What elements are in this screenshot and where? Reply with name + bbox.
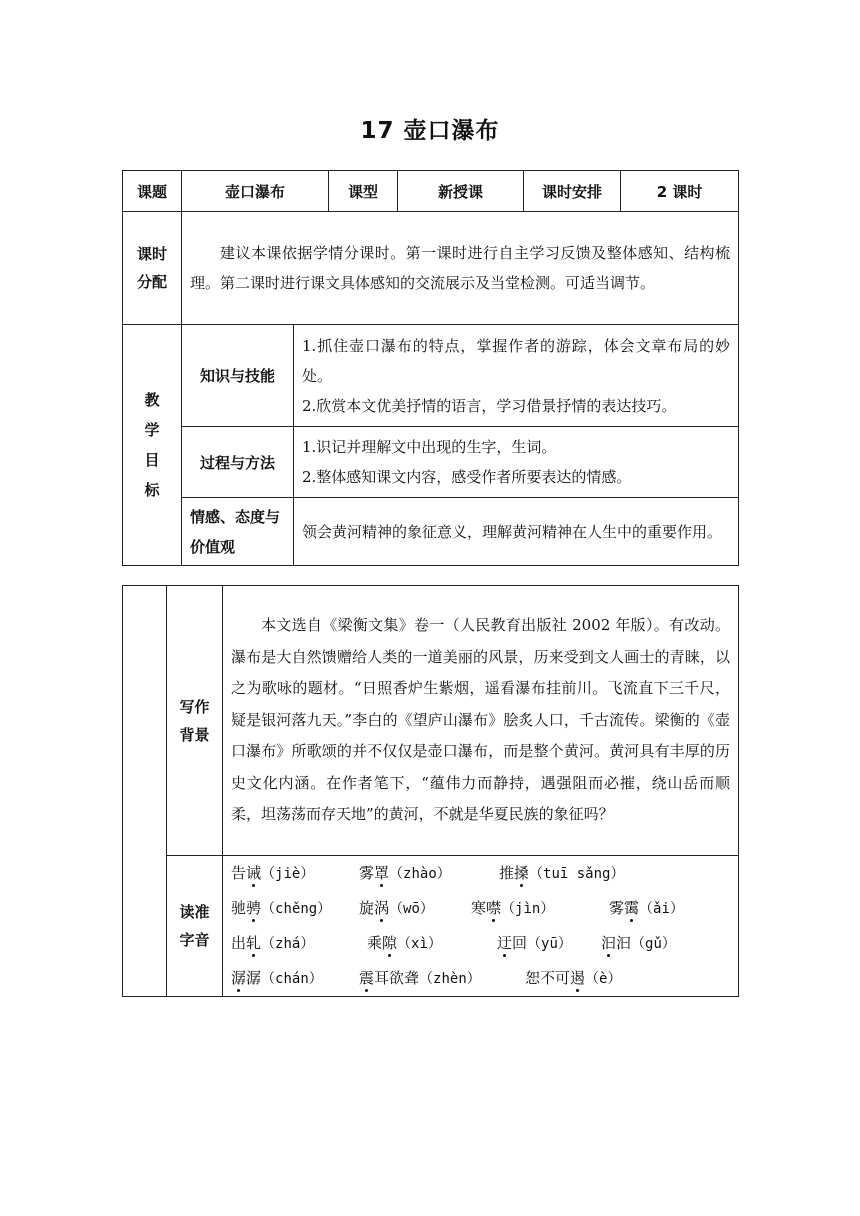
schedule-label-cell: [524, 171, 739, 212]
pronunciation-word: 乘隙（xì）: [367, 934, 442, 952]
topic-value: 壶口瀑布: [182, 171, 329, 212]
topic-label: 课题: [123, 171, 182, 212]
pronunciation-label: [167, 856, 223, 997]
allocation-label-line1: 课时: [136, 245, 167, 263]
pronunciation-label-line2: 字音: [179, 931, 210, 949]
emphasis-char: 遏: [570, 969, 586, 987]
pronunciation-word: 驰骋（chěng）: [231, 899, 332, 917]
emphasis-char: 罩: [374, 864, 390, 882]
knowledge-item: 2.欣赏本文优美抒情的语言，学习借景抒情的表达技巧。: [302, 396, 677, 415]
knowledge-text: [294, 325, 739, 427]
goals-label: [123, 325, 182, 566]
pronunciation-word: 汩汩（gǔ）: [601, 934, 676, 952]
page-title: 17 壶口瀑布: [360, 118, 500, 144]
emphasis-char: 搡: [514, 864, 530, 882]
pronunciation-word: 震耳欲聋（zhèn）: [359, 969, 481, 987]
emphasis-char: 汩: [601, 934, 617, 952]
goals-label-char: 教: [144, 391, 160, 409]
type-value: 新授课: [398, 171, 524, 212]
emphasis-char: 骋: [246, 899, 262, 917]
goals-label-char: 目: [144, 451, 160, 469]
pronunciation-word: 出轧（zhá）: [231, 934, 315, 952]
type-label: 课型: [329, 171, 398, 212]
lesson-info-table: [122, 170, 739, 566]
background-text: 本文选自《梁衡文集》卷一（人民教育出版社 2002 年版）。有改动。瀑布是大自然馈赠给人类的一道美丽的风景，历来受到文人画士的青睐，以之为歌咏的题材。“日照香炉生紫烟，遥看瀑布挂前川。飞流直下三千尺，疑是银河落九天。”李白的《望庐山瀑布》脍炙人口，千古流传。梁衡的《壶口瀑布》所歌颂的并不仅仅是壶口瀑布，而是整个黄河。黄河具有丰厚的历史文化内涵。在作者笔下，“蕴伟力而静持，遇强阻而必摧，绕山岳而顺柔，坦荡荡而存天地”的黄河，不就是华夏民族的象征吗？: [223, 586, 739, 856]
pronunciation-word: 恕不可遏（è）: [525, 969, 622, 987]
emotion-text: 领会黄河精神的象征意义，理解黄河精神在人生中的重要作用。: [294, 498, 739, 566]
knowledge-label: 知识与技能: [182, 325, 294, 427]
pronunciation-list: [223, 856, 739, 997]
process-item: 2.整体感知课文内容，感受作者所要表达的情感。: [302, 468, 632, 486]
pronunciation-word: 寒噤（jìn）: [471, 899, 555, 917]
background-label-line1: 写作: [179, 697, 210, 716]
pronunciation-row: [223, 856, 738, 891]
schedule-label: 课时安排: [524, 171, 621, 211]
allocation-text: 建议本课依据学情分课时。第一课时进行自主学习反馈及整体感知、结构梳理。第二课时进行课文具体感知的交流展示及当堂检测。可适当调节。: [182, 212, 739, 325]
pronunciation-row: [223, 961, 738, 996]
emphasis-char: 诫: [246, 864, 262, 882]
emphasis-char: 噤: [486, 899, 502, 917]
process-label: 过程与方法: [182, 427, 294, 498]
pronunciation-word: 推搡（tuī sǎng）: [499, 864, 625, 882]
background-label: [167, 586, 223, 856]
emotion-label-line2: 价值观: [190, 537, 236, 556]
emphasis-char: 震: [359, 969, 375, 987]
pronunciation-word: 告诫（jiè）: [231, 864, 315, 882]
emphasis-char: 涡: [374, 899, 390, 917]
empty-cell: [123, 586, 167, 997]
emphasis-char: 迂: [497, 934, 513, 952]
background-label-line2: 背景: [179, 725, 210, 744]
pronunciation-label-line1: 读准: [179, 903, 210, 921]
emotion-label: [182, 498, 294, 566]
pronunciation-word: 潺潺（chán）: [231, 969, 323, 987]
allocation-label: [123, 212, 182, 325]
knowledge-item: 1.抓住壶口瀑布的特点，掌握作者的游踪，体会文章布局的妙处。: [302, 336, 731, 385]
process-item: 1.识记并理解文中出现的生字，生词。: [302, 438, 557, 456]
pronunciation-word: 雾罩（zhào）: [359, 864, 451, 882]
goals-label-char: 标: [144, 481, 160, 499]
emphasis-char: 隙: [382, 934, 398, 952]
pronunciation-row: [223, 926, 738, 961]
pronunciation-word: 雾霭（ǎi）: [609, 899, 684, 917]
emotion-label-line1: 情感、态度与: [190, 507, 281, 526]
emphasis-char: 轧: [246, 934, 262, 952]
emphasis-char: 潺: [231, 969, 247, 987]
pronunciation-word: 迂回（yū）: [497, 934, 572, 952]
pronunciation-row: [223, 891, 738, 926]
emphasis-char: 霭: [624, 899, 640, 917]
background-table: [122, 585, 739, 997]
schedule-value: 2 课时: [656, 182, 703, 201]
pronunciation-word: 旋涡（wō）: [359, 899, 434, 917]
allocation-label-line2: 分配: [136, 273, 167, 291]
goals-label-char: 学: [144, 421, 160, 439]
process-text: [294, 427, 739, 498]
